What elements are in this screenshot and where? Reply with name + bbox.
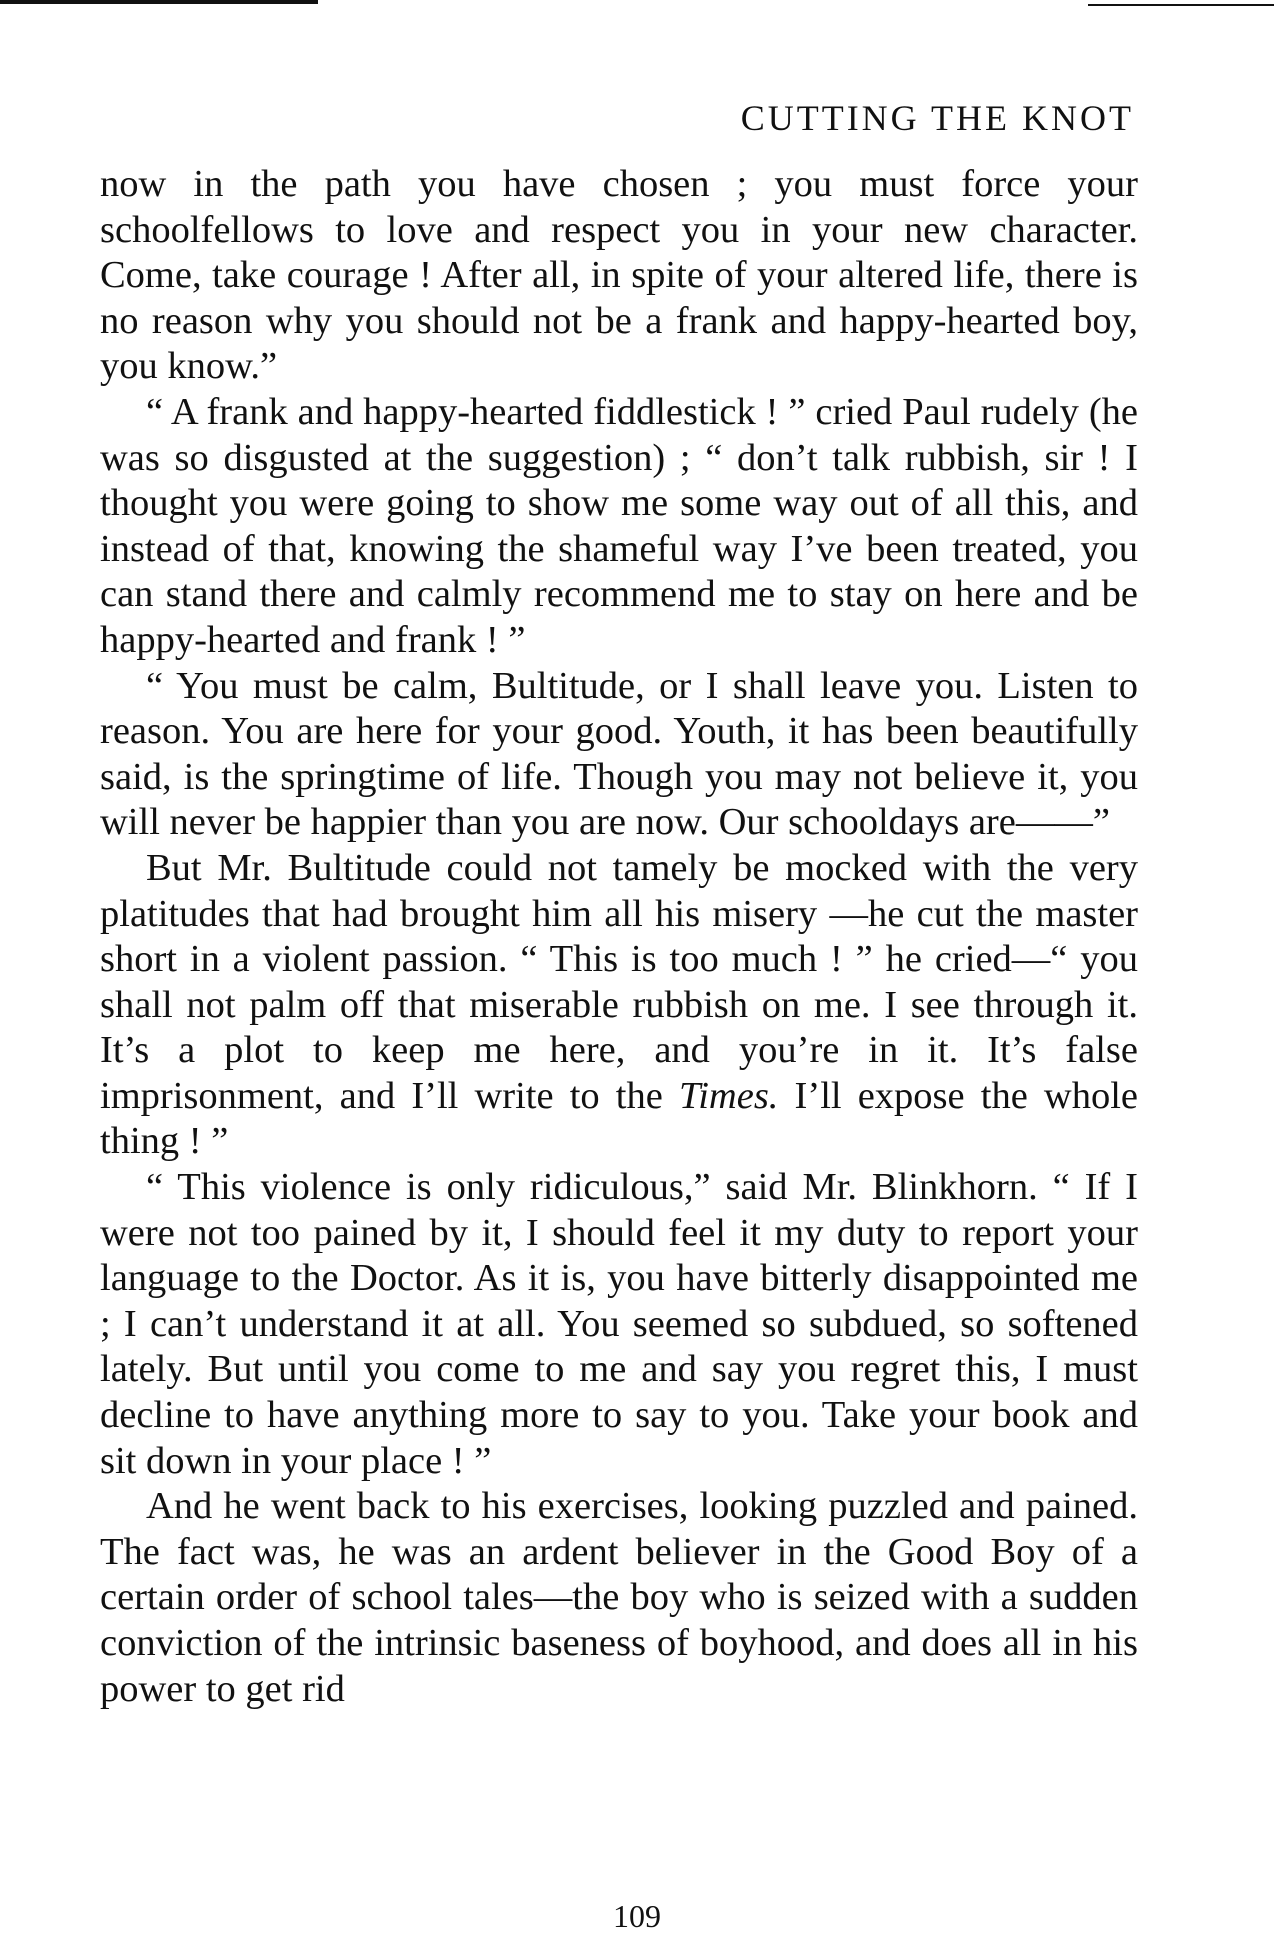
paragraph-1: now in the path you have chosen ; you must force your schoolfellows to love and respect you in your new character. Come, take courage ! After all, in spite of your altered life, there is no reason why you should not be a frank and happy-hearted boy, you know.” (100, 163, 1138, 388)
paragraph-2: “ A frank and happy-hearted fiddlestick ! ” cried Paul rudely (he was so disgusted at the suggestion) ; “ don’t talk rubbish, sir ! I thought you were going to show me some way out of all this, and instead of that, knowing the shameful way I’ve been treated, you can stand there and calmly recommend me to stay on here and be happy-hearted and frank ! ” (100, 390, 1138, 661)
paragraph-4-tail: I’ll expose the whole thing ! ” (100, 1074, 1138, 1163)
top-rule-right (1088, 4, 1274, 6)
running-header: CUTTING THE KNOT (740, 98, 1134, 138)
page-number: 109 (613, 1898, 661, 1934)
paragraph-4 (100, 846, 1138, 1165)
page-body (100, 162, 1138, 1712)
top-rule-left (0, 0, 318, 4)
paragraph-4-text: But Mr. Bultitude could not tamely be mocked with the very platitudes that had brought him all his misery —he cut the master short in a violent passion. “ This is too much ! ” he cried—“ you shall not palm off that miserable rubbish on me. I see through it. It’s a plot to keep me here, and you’re in it. It’s false imprisonment, and I’ll write to the (100, 846, 1138, 1117)
paragraph-5: “ This violence is only ridiculous,” said Mr. Blinkhorn. “ If I were not too pained by it, I should feel it my duty to report your language to the Doctor. As it is, you have bitterly disappointed me ; I can’t understand it at all. You seemed so subdued, so softened lately. But until you come to me and say you regret this, I must decline to have anything more to say to you. Take your book and sit down in your place ! ” (100, 1166, 1138, 1482)
paragraph-6: And he went back to his exercises, looking puzzled and pained. The fact was, he was an ardent believer in the Good Boy of a certain order of school tales—the boy who is seized with a sudden conviction of the intrinsic baseness of boyhood, and does all in his power to get rid (100, 1485, 1138, 1710)
italic-title: Times. (678, 1074, 779, 1117)
paragraph-3: “ You must be calm, Bultitude, or I shall leave you. Listen to reason. You are here for your good. Youth, it has been beautifully said, is the springtime of life. Though you may not believe it, you will never be happier than you are now. Our schooldays are——” (100, 664, 1138, 844)
